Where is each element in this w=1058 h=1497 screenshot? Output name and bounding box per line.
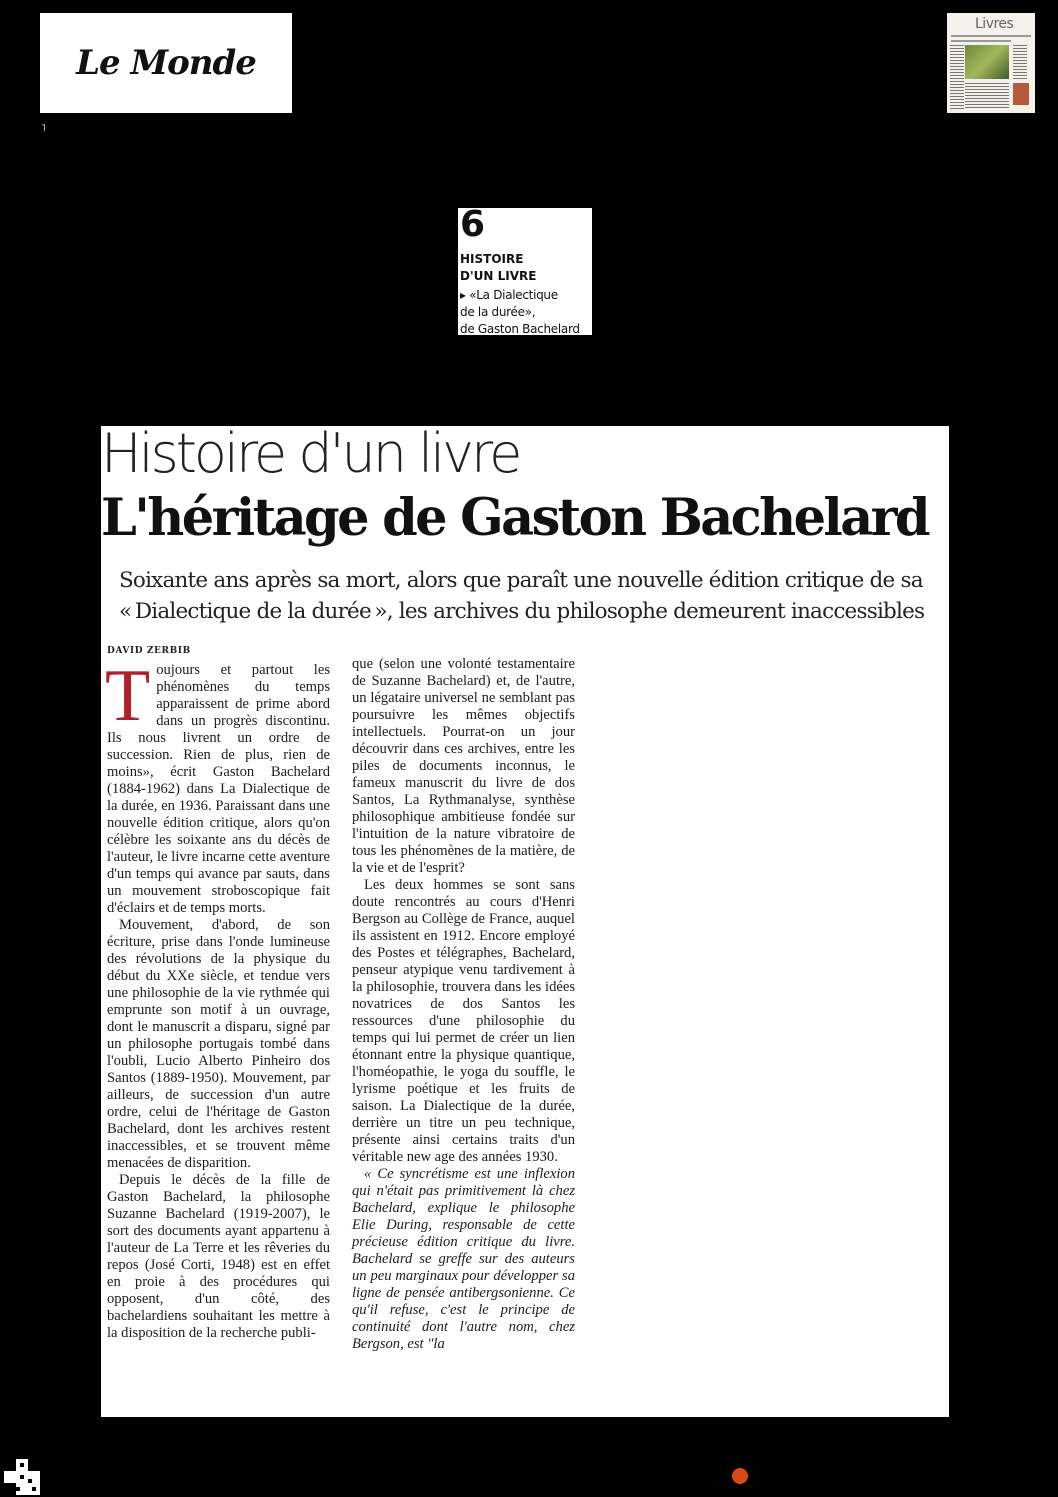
thumbnail-illustration [965, 45, 1009, 79]
kicker: Histoire d'un livre [101, 426, 520, 485]
supplement-thumbnail[interactable] [947, 13, 1035, 113]
paragraph [105, 655, 330, 917]
sommaire-item-line1: ▸ «La Dialectique [460, 288, 558, 302]
sommaire-title-line2: D'UN LIVRE [460, 269, 537, 283]
qr-module [28, 1479, 32, 1483]
qr-finder [4, 1483, 16, 1495]
paragraph: Mouvement, d'abord, de son écriture, prise dans l'onde lumineuse des révolutions de la physique du début du XXe siècle, et tendue vers une philosophie de la vie rythmée qui emprunte son motif à un ouvrage, dont le manuscrit a disparu, signé par un philosophe portugais tombé dans l'oubli, Lucio Alberto Pinheiro dos Santos (1889-1950). Mouvement, par ailleurs, de succession d'un autre ordre, celui de l'héritage de Gaston Bachelard, dont les archives restent inaccessibles, et se trouvent même menacées de disparition. [107, 917, 330, 1171]
sommaire-title [460, 251, 536, 285]
article-column-2 [352, 656, 575, 1353]
paragraph-text: oujours et partout les phénomènes du temps apparaissent de prime abord dans un progrès discontinu. Ils nous livrent un ordre de succession. Rien de plus, rien de moins», écrit Gaston Bachelard (1884-1962) dans La Dialectique de la durée, en 1936. Paraissant dans une nouvelle édition critique, alors qu'on célèbre les soixante ans du décès de l'auteur, le livre incarne cette aventure d'un temps qui avance par sauts, dans un mouvement stroboscopique fait d'éclairs et de temps morts. [107, 662, 330, 916]
thumbnail-text-column [1013, 45, 1027, 79]
thumbnail-header: Livres [975, 16, 1014, 32]
publisher-icon [732, 1468, 748, 1484]
thumbnail-rule [951, 40, 1011, 42]
paragraph: « Ce syncrétisme est une inflexion qui n'était pas primitivement là chez Bachelard, explique le philosophe Elie During, responsable de cette précieuse édition critique du livre. Bachelard se greffe sur des auteurs un peu marginaux pour développer sa ligne de pensée antibergsonienne. Ce qu'il refuse, c'est le principe de continuité dont l'autre nom, chez Bergson, est "la [352, 1166, 575, 1352]
sommaire-box [458, 204, 592, 336]
qr-module [16, 1487, 20, 1491]
paragraph: Les deux hommes se sont sans doute rencontrés au cours d'Henri Bergson au Collège de France, auquel ils assistent en 1912. Encore employé des Postes et télégraphes, Bachelard, penseur atypique venu tardivement à la philosophie, trouvera dans les idées novatrices de dos Santos les ressources d'une philosophie du temps qui lui permet de créer un lien étonnant entre la physique quantique, l'homéopathie, le yoga du souffle, le lyrisme poétique et les fruits de saison. La Dialectique de la durée, derrière un titre un peu technique, présente ainsi certains traits d'un véritable new age des années 1930. [352, 877, 575, 1165]
thumbnail-text-column [965, 83, 1009, 109]
sommaire-item-line2: de la durée», [460, 305, 536, 319]
article [101, 426, 949, 1417]
headline: L'héritage de Gaston Bachelard [101, 488, 928, 548]
page-mark: ˥ [41, 123, 46, 134]
drop-cap: T [105, 655, 151, 737]
sommaire-item-line3: de Gaston Bachelard [460, 322, 580, 336]
qr-module [32, 1487, 36, 1491]
qr-finder [28, 1459, 40, 1471]
paragraph: que (selon une volonté testamentaire de Suzanne Bachelard) et, de l'autre, un légataire universel ne semblant pas poursuivre les mêmes objectifs intellectuels. Pourrat-on un jour découvrir dans ces archives, entre les piles de documents inconnus, le fameux manuscrit du livre de dos Santos, La Rythmanalyse, synthèse philosophique ambitieuse fondée sur l'intuition de la nature vibratoire de tous les phénomènes de la matière, de la vie et de l'esprit? [352, 656, 575, 876]
le-monde-logo [40, 13, 292, 113]
paragraph: Depuis le décès de la fille de Gaston Bachelard, la philosophe Suzanne Bachelard (1919-2007), le sort des documents ayant appartenu à l'auteur de La Terre et les rêveries du repos (José Corti, 1948) est en effet en proie à des procédures qui opposent, d'un côté, des bachelardiens souhaitant les mettre à la disposition de la recherche publi- [107, 1172, 330, 1341]
sommaire-title-line1: HISTOIRE [460, 252, 524, 266]
article-column-1 [105, 655, 330, 1342]
qr-module [20, 1463, 24, 1467]
byline: DAVID ZERBIB [107, 646, 191, 656]
qr-code[interactable] [4, 1459, 40, 1495]
thumbnail-rule [951, 35, 1031, 37]
qr-module [20, 1475, 24, 1479]
logo-text: Le Monde [76, 43, 256, 83]
sommaire-item[interactable] [460, 287, 580, 338]
thumbnail-book-cover [1013, 83, 1029, 105]
thumbnail-text-column [950, 45, 964, 109]
page-number: 6 [460, 204, 486, 245]
chapo: Soixante ans après sa mort, alors que paraît une nouvelle édition critique de sa « Dialectique de la durée », les archives du philosophe demeurent inaccessibles [119, 568, 925, 624]
qr-finder [4, 1459, 16, 1471]
